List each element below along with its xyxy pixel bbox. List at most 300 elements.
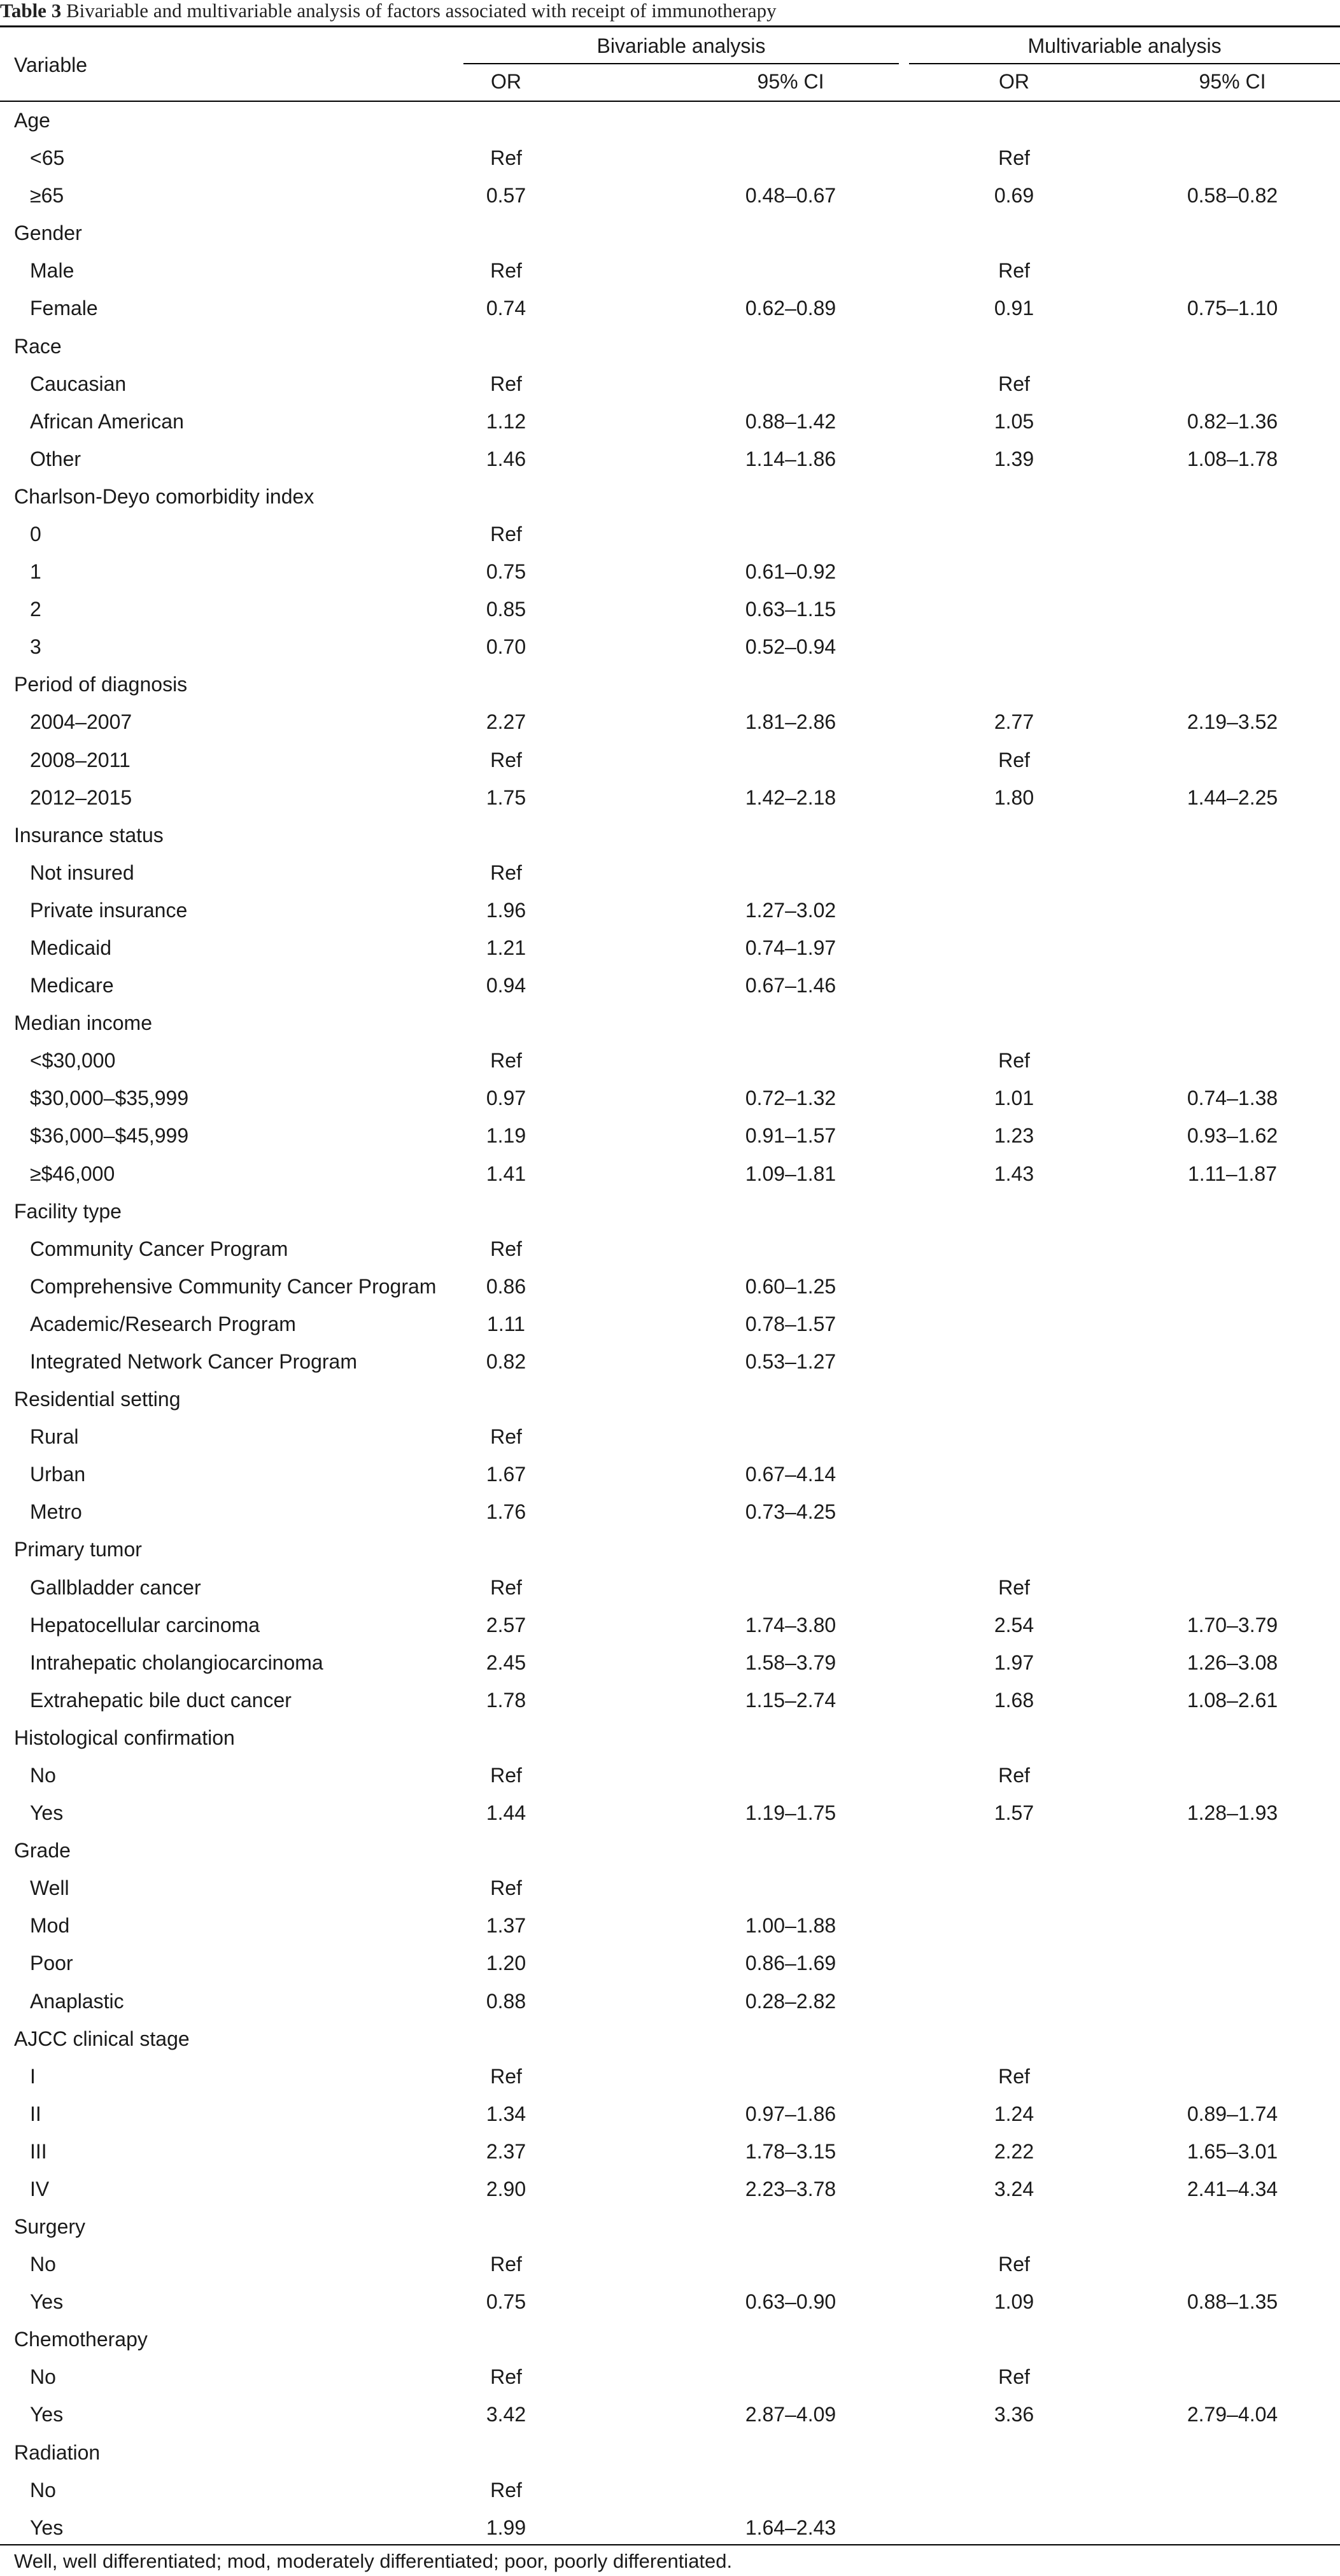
bivariable-ci-cell: 1.09–1.81 [745, 1162, 836, 1185]
bivariable-or-cell: 1.21 [486, 936, 526, 959]
table-row [0, 1042, 1340, 1080]
multivariable-or-cell: 1.23 [994, 1124, 1034, 1148]
table-row [0, 252, 1340, 290]
multivariable-or-cell: 3.36 [994, 2403, 1034, 2426]
bivariable-ci-cell: 0.74–1.97 [745, 936, 836, 959]
multivariable-or-cell [950, 1343, 1078, 1381]
table-row [0, 2472, 1340, 2509]
bivariable-ci-cell: 1.58–3.79 [745, 1650, 836, 1674]
multivariable-ci-cell [1143, 591, 1322, 628]
table-row [0, 1155, 1340, 1193]
bivariable-ci-cell [702, 2246, 880, 2283]
table-caption-label: Table 3 [0, 0, 62, 22]
bivariable-or-cell: 1.96 [486, 898, 526, 922]
row-label: Yes [30, 1801, 64, 1825]
bivariable-ci-cell [702, 854, 880, 892]
row-label: Metro [30, 1500, 82, 1524]
multivariable-or-cell: Ref [998, 372, 1030, 395]
section-label: Age [14, 109, 50, 132]
section-row [0, 102, 1340, 139]
bivariable-or-cell: Ref [490, 1049, 522, 1073]
multivariable-ci-cell: 0.75–1.10 [1187, 297, 1278, 320]
multivariable-or-cell [950, 1230, 1078, 1268]
multivariable-ci-cell [1143, 1268, 1322, 1306]
section-row [0, 1832, 1340, 1869]
bivariable-ci-cell: 1.15–2.74 [745, 1688, 836, 1712]
multivariable-or-cell: 0.91 [994, 297, 1034, 320]
row-label: Other [30, 447, 81, 470]
multivariable-ci-cell [1143, 929, 1322, 967]
row-label: Intrahepatic cholangiocarcinoma [30, 1650, 323, 1674]
row-label: Urban [30, 1463, 86, 1486]
bivariable-or-cell: 0.70 [486, 635, 526, 659]
bivariable-ci-cell: 1.64–2.43 [745, 2516, 836, 2539]
bivariable-ci-cell: 0.60–1.25 [745, 1274, 836, 1298]
row-label: Medicare [30, 974, 114, 997]
multivariable-ci-cell [1143, 1983, 1322, 2020]
multivariable-ci-cell: 0.74–1.38 [1187, 1087, 1278, 1110]
section-label: Histological confirmation [14, 1726, 235, 1749]
bivariable-or-cell: Ref [490, 2478, 522, 2502]
section-row [0, 1531, 1340, 1568]
row-label: $36,000–$45,999 [30, 1124, 189, 1148]
bivariable-ci-cell [702, 516, 880, 553]
table-row [0, 2133, 1340, 2171]
bivariable-or-cell: 1.41 [486, 1162, 526, 1185]
table-row [0, 2358, 1340, 2396]
multivariable-or-cell: 1.09 [994, 2290, 1034, 2314]
row-label: Academic/Research Program [30, 1312, 296, 1335]
table-row [0, 1907, 1340, 1945]
bivariable-ci-cell [702, 2358, 880, 2396]
table-row [0, 403, 1340, 440]
bivariable-ci-cell: 0.53–1.27 [745, 1349, 836, 1373]
multivariable-or-cell: 1.57 [994, 1801, 1034, 1825]
bivariable-ci-cell: 0.91–1.57 [745, 1124, 836, 1148]
table-row [0, 1493, 1340, 1531]
multivariable-ci-cell: 1.08–2.61 [1187, 1688, 1278, 1712]
section-label: Race [14, 334, 62, 358]
multivariable-or-cell: 1.43 [994, 1162, 1034, 1185]
section-label: Primary tumor [14, 1538, 142, 1561]
multivariable-or-cell [950, 516, 1078, 553]
bivariable-ci-cell: 0.67–1.46 [745, 974, 836, 997]
table-row [0, 929, 1340, 967]
table-row [0, 2171, 1340, 2208]
row-label: Rural [30, 1425, 79, 1449]
bivariable-or-cell: 0.82 [486, 1349, 526, 1373]
bivariable-ci-cell [702, 2472, 880, 2509]
bivariable-or-cell: Ref [490, 259, 522, 283]
bivariable-or-cell: 0.85 [486, 598, 526, 621]
table-row [0, 1268, 1340, 1306]
section-row [0, 2321, 1340, 2358]
row-label: Male [30, 259, 74, 283]
multivariable-or-cell: Ref [998, 2064, 1030, 2088]
table-row [0, 365, 1340, 403]
multivariable-ci-cell [1143, 1869, 1322, 1907]
table-row [0, 892, 1340, 929]
multivariable-or-cell [950, 2509, 1078, 2547]
bivariable-ci-cell [702, 2058, 880, 2095]
bivariable-ci-cell: 2.87–4.09 [745, 2403, 836, 2426]
multivariable-ci-cell [1143, 1757, 1322, 1794]
table-row [0, 591, 1340, 628]
bivariable-ci-cell: 0.78–1.57 [745, 1312, 836, 1335]
row-label: 2 [30, 598, 41, 621]
row-label: ≥65 [30, 184, 64, 208]
section-row [0, 1193, 1340, 1230]
table-row [0, 1117, 1340, 1155]
section-label: Gender [14, 222, 82, 245]
bivariable-ci-cell: 0.61–0.92 [745, 560, 836, 584]
multivariable-ci-cell [1143, 892, 1322, 929]
multivariable-or-cell [950, 892, 1078, 929]
bivariable-ci-cell [702, 1757, 880, 1794]
bivariable-or-cell: Ref [490, 1425, 522, 1449]
header-or-multivariable: OR [999, 70, 1029, 93]
bivariable-or-cell: 0.97 [486, 1087, 526, 1110]
multivariable-or-cell [950, 967, 1078, 1004]
multivariable-ci-cell [1143, 628, 1322, 666]
section-row [0, 1719, 1340, 1757]
bivariable-ci-cell: 0.28–2.82 [745, 1989, 836, 2013]
row-label: 3 [30, 635, 41, 659]
table-row [0, 1945, 1340, 1982]
bivariable-or-cell: 1.34 [486, 2102, 526, 2125]
header-or-bivariable: OR [491, 70, 521, 93]
multivariable-or-cell: 1.05 [994, 409, 1034, 433]
table-row [0, 742, 1340, 779]
row-label: Mod [30, 1914, 70, 1938]
bivariable-ci-cell: 1.14–1.86 [745, 447, 836, 470]
section-row [0, 2020, 1340, 2058]
multivariable-ci-cell [1143, 1493, 1322, 1531]
multivariable-ci-cell: 2.19–3.52 [1187, 710, 1278, 734]
multivariable-ci-cell [1143, 139, 1322, 177]
section-label: Radiation [14, 2440, 101, 2464]
row-label: 2012–2015 [30, 785, 132, 809]
multivariable-ci-cell [1143, 1945, 1322, 1982]
bivariable-ci-cell: 1.00–1.88 [745, 1914, 836, 1938]
bivariable-ci-cell: 1.42–2.18 [745, 785, 836, 809]
row-label: Gallbladder cancer [30, 1575, 201, 1599]
table-row [0, 1644, 1340, 1682]
bivariable-or-cell: 1.19 [486, 1124, 526, 1148]
bivariable-or-cell: Ref [490, 861, 522, 884]
bivariable-or-cell: 0.75 [486, 560, 526, 584]
row-label: Poor [30, 1952, 73, 1975]
table-row [0, 1230, 1340, 1268]
table-row [0, 1607, 1340, 1644]
bivariable-or-cell: 1.20 [486, 1952, 526, 1975]
multivariable-ci-cell: 2.41–4.34 [1187, 2177, 1278, 2200]
table-caption [0, 1, 777, 20]
bivariable-or-cell: 1.12 [486, 409, 526, 433]
section-label: Grade [14, 1839, 71, 1862]
section-row [0, 2434, 1340, 2472]
multivariable-ci-cell: 0.58–0.82 [1187, 184, 1278, 208]
table-row [0, 2283, 1340, 2321]
multivariable-or-cell: 3.24 [994, 2177, 1034, 2200]
table-row [0, 1343, 1340, 1381]
table-row [0, 290, 1340, 327]
bivariable-or-cell: 3.42 [486, 2403, 526, 2426]
row-label: Female [30, 297, 98, 320]
bivariable-ci-cell: 0.73–4.25 [745, 1500, 836, 1524]
section-label: Median income [14, 1011, 152, 1035]
multivariable-underline [909, 63, 1340, 64]
table-row [0, 2058, 1340, 2095]
bivariable-or-cell: 0.88 [486, 1989, 526, 2013]
row-label: <65 [30, 146, 65, 170]
multivariable-ci-cell: 1.44–2.25 [1187, 785, 1278, 809]
table-row [0, 2246, 1340, 2283]
bivariable-ci-cell [702, 365, 880, 403]
multivariable-or-cell: 1.80 [994, 785, 1034, 809]
multivariable-or-cell [950, 1418, 1078, 1456]
row-label: No [30, 1763, 56, 1787]
multivariable-or-cell: 1.68 [994, 1688, 1034, 1712]
bivariable-or-cell: Ref [490, 1876, 522, 1900]
bivariable-or-cell: 2.57 [486, 1613, 526, 1636]
bivariable-ci-cell: 0.63–1.15 [745, 598, 836, 621]
bivariable-or-cell: Ref [490, 1575, 522, 1599]
bivariable-or-cell: 2.37 [486, 2139, 526, 2163]
table-row [0, 2509, 1340, 2547]
multivariable-ci-cell [1143, 967, 1322, 1004]
row-label: African American [30, 409, 184, 433]
multivariable-ci-cell [1143, 252, 1322, 290]
table-row [0, 1682, 1340, 1719]
bivariable-or-cell: 2.90 [486, 2177, 526, 2200]
multivariable-or-cell: 0.69 [994, 184, 1034, 208]
bivariable-or-cell: 0.57 [486, 184, 526, 208]
multivariable-or-cell: Ref [998, 259, 1030, 283]
row-label: Yes [30, 2290, 64, 2314]
table-row [0, 2095, 1340, 2133]
bivariable-ci-cell: 0.62–0.89 [745, 297, 836, 320]
bivariable-ci-cell: 1.74–3.80 [745, 1613, 836, 1636]
table-row [0, 1794, 1340, 1832]
header-ci-bivariable: 95% CI [757, 70, 824, 93]
bivariable-or-cell: 1.99 [486, 2516, 526, 2539]
bivariable-or-cell: Ref [490, 522, 522, 545]
multivariable-ci-cell [1143, 2358, 1322, 2396]
multivariable-or-cell: Ref [998, 1763, 1030, 1787]
header-ci-multivariable: 95% CI [1199, 70, 1266, 93]
section-row [0, 478, 1340, 516]
row-label: No [30, 2365, 56, 2389]
bivariable-ci-cell: 0.72–1.32 [745, 1087, 836, 1110]
row-label: <$30,000 [30, 1049, 116, 1073]
bivariable-ci-cell [702, 1569, 880, 1607]
row-label: Extrahepatic bile duct cancer [30, 1688, 292, 1712]
section-row [0, 666, 1340, 703]
multivariable-ci-cell [1143, 2246, 1322, 2283]
bivariable-or-cell: 1.44 [486, 1801, 526, 1825]
section-row [0, 2208, 1340, 2246]
bivariable-or-cell: 1.76 [486, 1500, 526, 1524]
table-row [0, 1569, 1340, 1607]
section-row [0, 215, 1340, 252]
multivariable-or-cell [950, 1268, 1078, 1306]
table-row [0, 2396, 1340, 2433]
bivariable-ci-cell [702, 252, 880, 290]
section-label: Residential setting [14, 1388, 181, 1411]
bivariable-or-cell: Ref [490, 1763, 522, 1787]
bivariable-ci-cell: 0.48–0.67 [745, 184, 836, 208]
table-row [0, 1869, 1340, 1907]
row-label: Community Cancer Program [30, 1237, 288, 1260]
table-row [0, 1418, 1340, 1456]
multivariable-or-cell [950, 929, 1078, 967]
table-footnote: Well, well differentiated; mod, moderately differentiated; poor, poorly differentiated. [14, 2550, 733, 2572]
bivariable-or-cell: Ref [490, 146, 522, 170]
section-row [0, 817, 1340, 854]
header-bivariable: Bivariable analysis [596, 34, 766, 57]
bivariable-ci-cell: 1.78–3.15 [745, 2139, 836, 2163]
multivariable-or-cell [950, 1945, 1078, 1982]
multivariable-ci-cell [1143, 1230, 1322, 1268]
multivariable-ci-cell: 1.70–3.79 [1187, 1613, 1278, 1636]
table-row [0, 440, 1340, 478]
bivariable-or-cell: 2.27 [486, 710, 526, 734]
bivariable-ci-cell [702, 742, 880, 779]
table-row [0, 703, 1340, 741]
table-row [0, 1456, 1340, 1493]
row-label: ≥$46,000 [30, 1162, 115, 1185]
bivariable-or-cell: 1.11 [487, 1312, 525, 1335]
bivariable-or-cell: 1.46 [486, 447, 526, 470]
row-label: IV [30, 2177, 50, 2200]
section-row [0, 1004, 1340, 1042]
row-label: II [30, 2102, 41, 2125]
row-label: Medicaid [30, 936, 112, 959]
multivariable-ci-cell [1143, 1456, 1322, 1493]
bivariable-ci-cell [702, 1418, 880, 1456]
multivariable-ci-cell [1143, 1418, 1322, 1456]
row-label: I [30, 2064, 36, 2088]
table-row [0, 177, 1340, 215]
multivariable-or-cell [950, 1907, 1078, 1945]
multivariable-or-cell [950, 1306, 1078, 1343]
row-label: Well [30, 1876, 69, 1900]
bivariable-ci-cell [702, 1869, 880, 1907]
bivariable-or-cell: 1.78 [486, 1688, 526, 1712]
bivariable-ci-cell [702, 1230, 880, 1268]
multivariable-ci-cell [1143, 553, 1322, 591]
bivariable-or-cell: 0.75 [486, 2290, 526, 2314]
bivariable-or-cell: Ref [490, 2064, 522, 2088]
bivariable-or-cell: Ref [490, 2253, 522, 2276]
row-label: $30,000–$35,999 [30, 1087, 189, 1110]
multivariable-ci-cell: 0.88–1.35 [1187, 2290, 1278, 2314]
multivariable-ci-cell [1143, 1306, 1322, 1343]
table-row [0, 779, 1340, 817]
bivariable-or-cell: 1.75 [486, 785, 526, 809]
row-label: No [30, 2478, 56, 2502]
section-label: Surgery [14, 2215, 86, 2239]
section-label: Insurance status [14, 823, 164, 847]
multivariable-or-cell [950, 854, 1078, 892]
bivariable-or-cell: 0.86 [486, 1274, 526, 1298]
bivariable-or-cell: 0.94 [486, 974, 526, 997]
bivariable-ci-cell: 0.63–0.90 [745, 2290, 836, 2314]
bivariable-or-cell: 2.45 [486, 1650, 526, 1674]
multivariable-or-cell: Ref [998, 1049, 1030, 1073]
table-row [0, 553, 1340, 591]
section-label: Charlson-Deyo comorbidity index [14, 484, 314, 508]
multivariable-ci-cell [1143, 2472, 1322, 2509]
multivariable-or-cell [950, 628, 1078, 666]
multivariable-or-cell [950, 1983, 1078, 2020]
multivariable-ci-cell [1143, 1907, 1322, 1945]
table-bottom-rule [0, 2544, 1340, 2545]
bivariable-ci-cell [702, 139, 880, 177]
header-multivariable: Multivariable analysis [1027, 34, 1222, 57]
bivariable-or-cell: 1.67 [486, 1463, 526, 1486]
row-label: Integrated Network Cancer Program [30, 1349, 357, 1373]
row-label: Not insured [30, 861, 134, 884]
multivariable-or-cell: 2.22 [994, 2139, 1034, 2163]
multivariable-ci-cell [1143, 1569, 1322, 1607]
bivariable-or-cell: Ref [490, 1237, 522, 1260]
multivariable-or-cell [950, 1493, 1078, 1531]
table-row [0, 139, 1340, 177]
multivariable-or-cell: 1.97 [994, 1650, 1034, 1674]
bivariable-ci-cell: 1.19–1.75 [745, 1801, 836, 1825]
row-label: Comprehensive Community Cancer Program [30, 1274, 437, 1298]
section-row [0, 328, 1340, 365]
bivariable-ci-cell: 0.86–1.69 [745, 1952, 836, 1975]
multivariable-or-cell: Ref [998, 2253, 1030, 2276]
row-label: III [30, 2139, 47, 2163]
table-row [0, 1757, 1340, 1794]
section-row [0, 1381, 1340, 1418]
multivariable-or-cell: 1.24 [994, 2102, 1034, 2125]
multivariable-ci-cell [1143, 2509, 1322, 2547]
table-row [0, 516, 1340, 553]
multivariable-ci-cell: 1.65–3.01 [1187, 2139, 1278, 2163]
bivariable-or-cell: Ref [490, 748, 522, 771]
row-label: 2004–2007 [30, 710, 132, 734]
table-row [0, 1306, 1340, 1343]
multivariable-or-cell: 1.39 [994, 447, 1034, 470]
bivariable-ci-cell: 1.27–3.02 [745, 898, 836, 922]
bivariable-or-cell: 0.74 [486, 297, 526, 320]
multivariable-ci-cell: 2.79–4.04 [1187, 2403, 1278, 2426]
bivariable-ci-cell: 0.97–1.86 [745, 2102, 836, 2125]
row-label: 0 [30, 522, 41, 545]
multivariable-ci-cell: 1.26–3.08 [1187, 1650, 1278, 1674]
row-label: 2008–2011 [30, 748, 130, 771]
multivariable-or-cell [950, 591, 1078, 628]
bivariable-underline [463, 63, 899, 64]
multivariable-or-cell: Ref [998, 2365, 1030, 2389]
multivariable-or-cell: 2.77 [994, 710, 1034, 734]
bivariable-ci-cell: 0.88–1.42 [745, 409, 836, 433]
multivariable-or-cell [950, 2472, 1078, 2509]
multivariable-ci-cell [1143, 365, 1322, 403]
multivariable-ci-cell [1143, 516, 1322, 553]
multivariable-or-cell [950, 553, 1078, 591]
row-label: Yes [30, 2516, 64, 2539]
multivariable-ci-cell [1143, 854, 1322, 892]
multivariable-or-cell [950, 1869, 1078, 1907]
bivariable-or-cell: Ref [490, 2365, 522, 2389]
multivariable-or-cell: 1.01 [994, 1087, 1034, 1110]
